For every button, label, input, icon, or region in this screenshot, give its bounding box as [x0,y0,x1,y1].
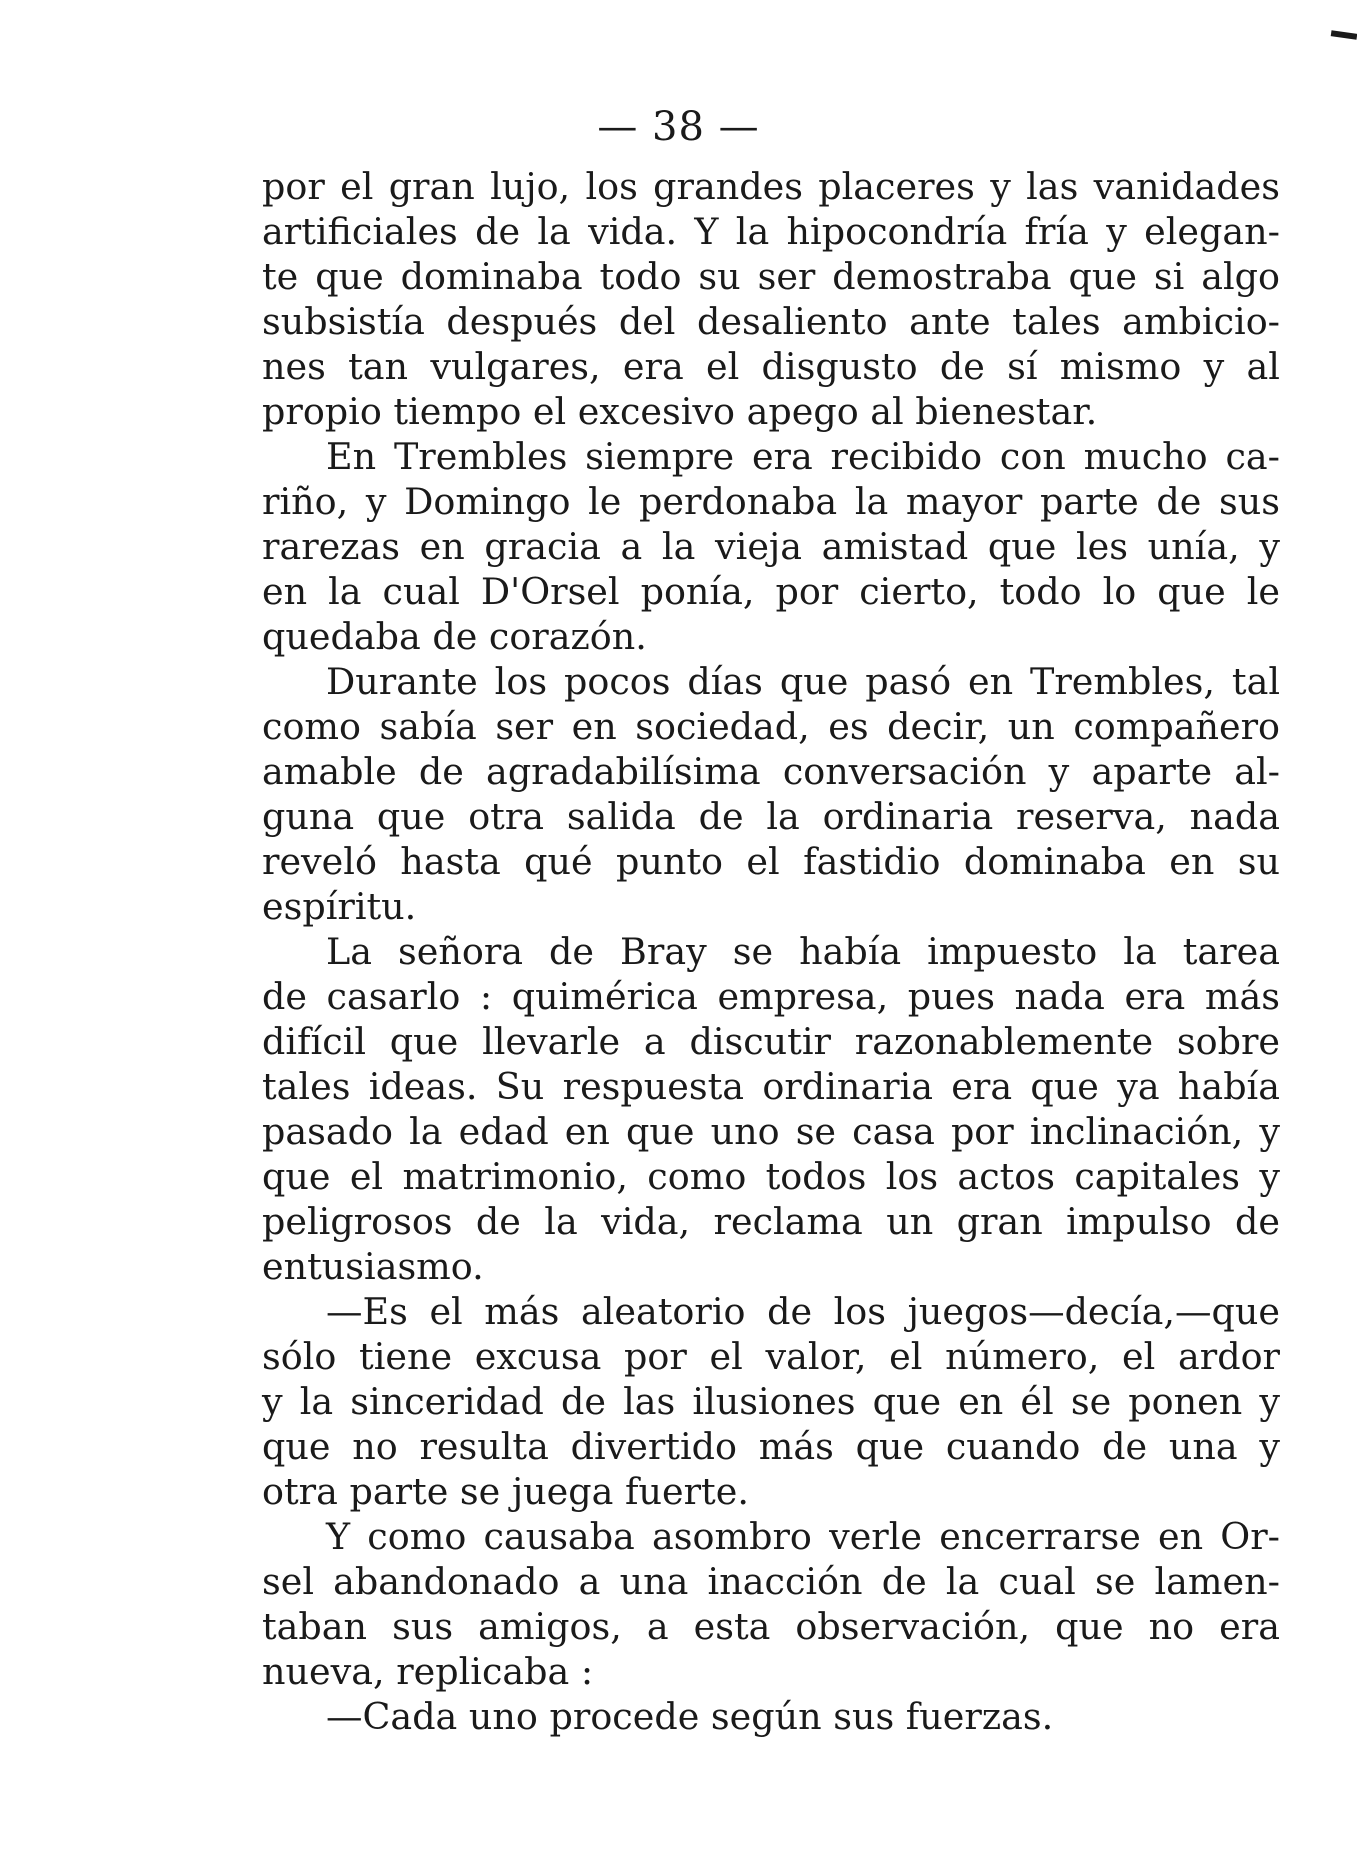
text-line: La señora de Bray se había impuesto la tarea [326,930,1280,973]
text-line: de casarlo : quimérica empresa, pues nada era más [262,975,1280,1018]
paragraph [262,659,1280,929]
paragraph [262,434,1280,659]
text-line: nueva, replicaba : [262,1650,594,1693]
text-line: te que dominaba todo su ser demostraba que si algo [262,255,1280,298]
text-line: espíritu. [262,885,417,928]
text-line: riño, y Domingo le perdonaba la mayor parte de sus [262,480,1280,523]
text-line: artificiales de la vida. Y la hipocondría fría y elegan- [262,210,1280,253]
text-line: otra parte se juega fuerte. [262,1470,749,1513]
text-line: reveló hasta qué punto el fastidio dominaba en su [262,840,1280,883]
text-line: entusiasmo. [262,1245,484,1288]
text-line: rarezas en gracia a la vieja amistad que les unía, y [262,525,1280,568]
page-number: — 38 — [597,104,760,150]
text-line: —Es el más aleatorio de los juegos—decía,—que [326,1290,1280,1333]
text-line: por el gran lujo, los grandes placeres y las vanidades [262,165,1280,208]
body-text [262,164,1280,1739]
text-line: tales ideas. Su respuesta ordinaria era que ya había [262,1065,1280,1108]
text-line: en la cual D'Orsel ponía, por cierto, todo lo que le [262,570,1280,613]
text-line: y la sinceridad de las ilusiones que en él se ponen y [262,1380,1280,1423]
text-line: sólo tiene excusa por el valor, el número, el ardor [262,1335,1280,1378]
text-line: guna que otra salida de la ordinaria reserva, nada [262,795,1280,838]
text-line: —Cada uno procede según sus fuerzas. [326,1695,1054,1738]
text-line: sel abandonado a una inacción de la cual se lamen- [262,1560,1280,1603]
text-line: Durante los pocos días que pasó en Trembles, tal [326,660,1280,703]
text-line: quedaba de corazón. [262,615,647,658]
text-line: Y como causaba asombro verle encerrarse en Or- [326,1515,1280,1558]
text-line: que el matrimonio, como todos los actos capitales y [262,1155,1280,1198]
text-line: amable de agradabilísima conversación y aparte al- [262,750,1280,793]
paragraph [262,1514,1280,1694]
text-line: difícil que llevarle a discutir razonablemente sobre [262,1020,1280,1063]
text-line: pasado la edad en que uno se casa por inclinación, y [262,1110,1280,1153]
text-line: subsistía después del desaliento ante tales ambicio- [262,300,1280,343]
text-line: nes tan vulgares, era el disgusto de sí mismo y al [262,345,1280,388]
text-line: taban sus amigos, a esta observación, que no era [262,1605,1280,1648]
text-line: como sabía ser en sociedad, es decir, un compañero [262,705,1280,748]
text-line: En Trembles siempre era recibido con mucho ca- [326,435,1280,478]
paragraph [262,1289,1280,1514]
scan-edge-mark [1331,30,1357,40]
paragraph [262,1694,1280,1739]
paragraph [262,929,1280,1289]
paragraph [262,164,1280,434]
text-line: peligrosos de la vida, reclama un gran impulso de [262,1200,1280,1243]
text-line: que no resulta divertido más que cuando de una y [262,1425,1280,1468]
text-line: propio tiempo el excesivo apego al bienestar. [262,390,1098,433]
